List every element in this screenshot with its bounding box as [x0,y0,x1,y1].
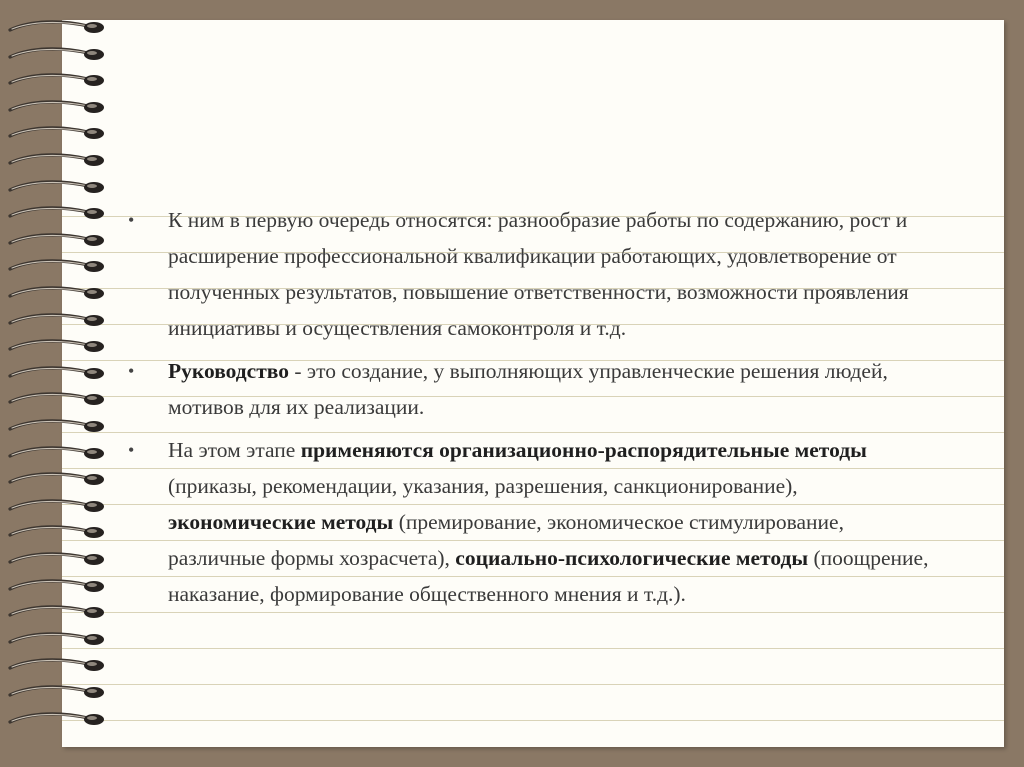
spiral-ring-icon [6,284,106,301]
list-item [126,353,966,425]
spiral-ring-icon [6,45,106,62]
spiral-ring-icon [6,178,106,195]
spiral-ring-icon [6,656,106,673]
item-1-text: К ним в первую очередь относятся: разнообразие работы по содержанию, рост и расширение профессиональной квалификации работающих, удовлетворение от полученных результатов, повышение ответственности, возможности проявления инициативы и осуществления самоконтроля и т.д. [168,208,909,340]
term-social-methods: социально-психологические методы [455,546,809,570]
term-leadership: Руководство [168,359,289,383]
term-admin-methods: применяются организационно-распорядительные методы [300,438,867,462]
item-3-text-3: (премирование, экономическое стимулирование, различные формы хозрасчета), [168,510,844,570]
spiral-ring-icon [6,683,106,700]
list-item-text [168,432,966,612]
spiral-ring-icon [6,577,106,594]
spiral-ring-icon [6,470,106,487]
spiral-ring-icon [6,151,106,168]
spiral-ring-icon [6,444,106,461]
bullet-icon: • [128,361,135,381]
spiral-ring-icon [6,630,106,647]
spiral-ring-icon [6,417,106,434]
bullet-icon: • [128,210,135,230]
spiral-ring-icon [6,710,106,727]
spiral-ring-icon [6,497,106,514]
spiral-ring-icon [6,18,106,35]
item-3-text-1: На этом этапе [168,438,301,462]
list-item [126,432,966,612]
spiral-ring-icon [6,603,106,620]
list-item-text [168,353,966,425]
spiral-ring-icon [6,231,106,248]
item-3-text-2: (приказы, рекомендации, указания, разрешения, санкционирование), [168,474,798,498]
spiral-ring-icon [6,390,106,407]
spiral-ring-icon [6,204,106,221]
spiral-ring-icon [6,124,106,141]
item-2-text: - это создание, у выполняющих управленческие решения людей, мотивов для их реализации. [168,359,888,419]
spiral-ring-icon [6,337,106,354]
spiral-ring-icon [6,71,106,88]
spiral-ring-icon [6,311,106,328]
list-item-text [168,202,966,346]
slide-content [126,202,966,612]
page-header-area [62,20,1004,182]
bullet-icon: • [128,440,135,460]
spiral-ring-icon [6,550,106,567]
spiral-ring-icon [6,523,106,540]
item-3-text-4: (поощрение, наказание, формирование общественного мнения и т.д.). [168,546,929,606]
spiral-ring-icon [6,98,106,115]
spiral-ring-icon [6,257,106,274]
spiral-binding [0,18,110,748]
list-item [126,202,966,346]
term-economic-methods: экономические методы [168,510,394,534]
spiral-ring-icon [6,364,106,381]
